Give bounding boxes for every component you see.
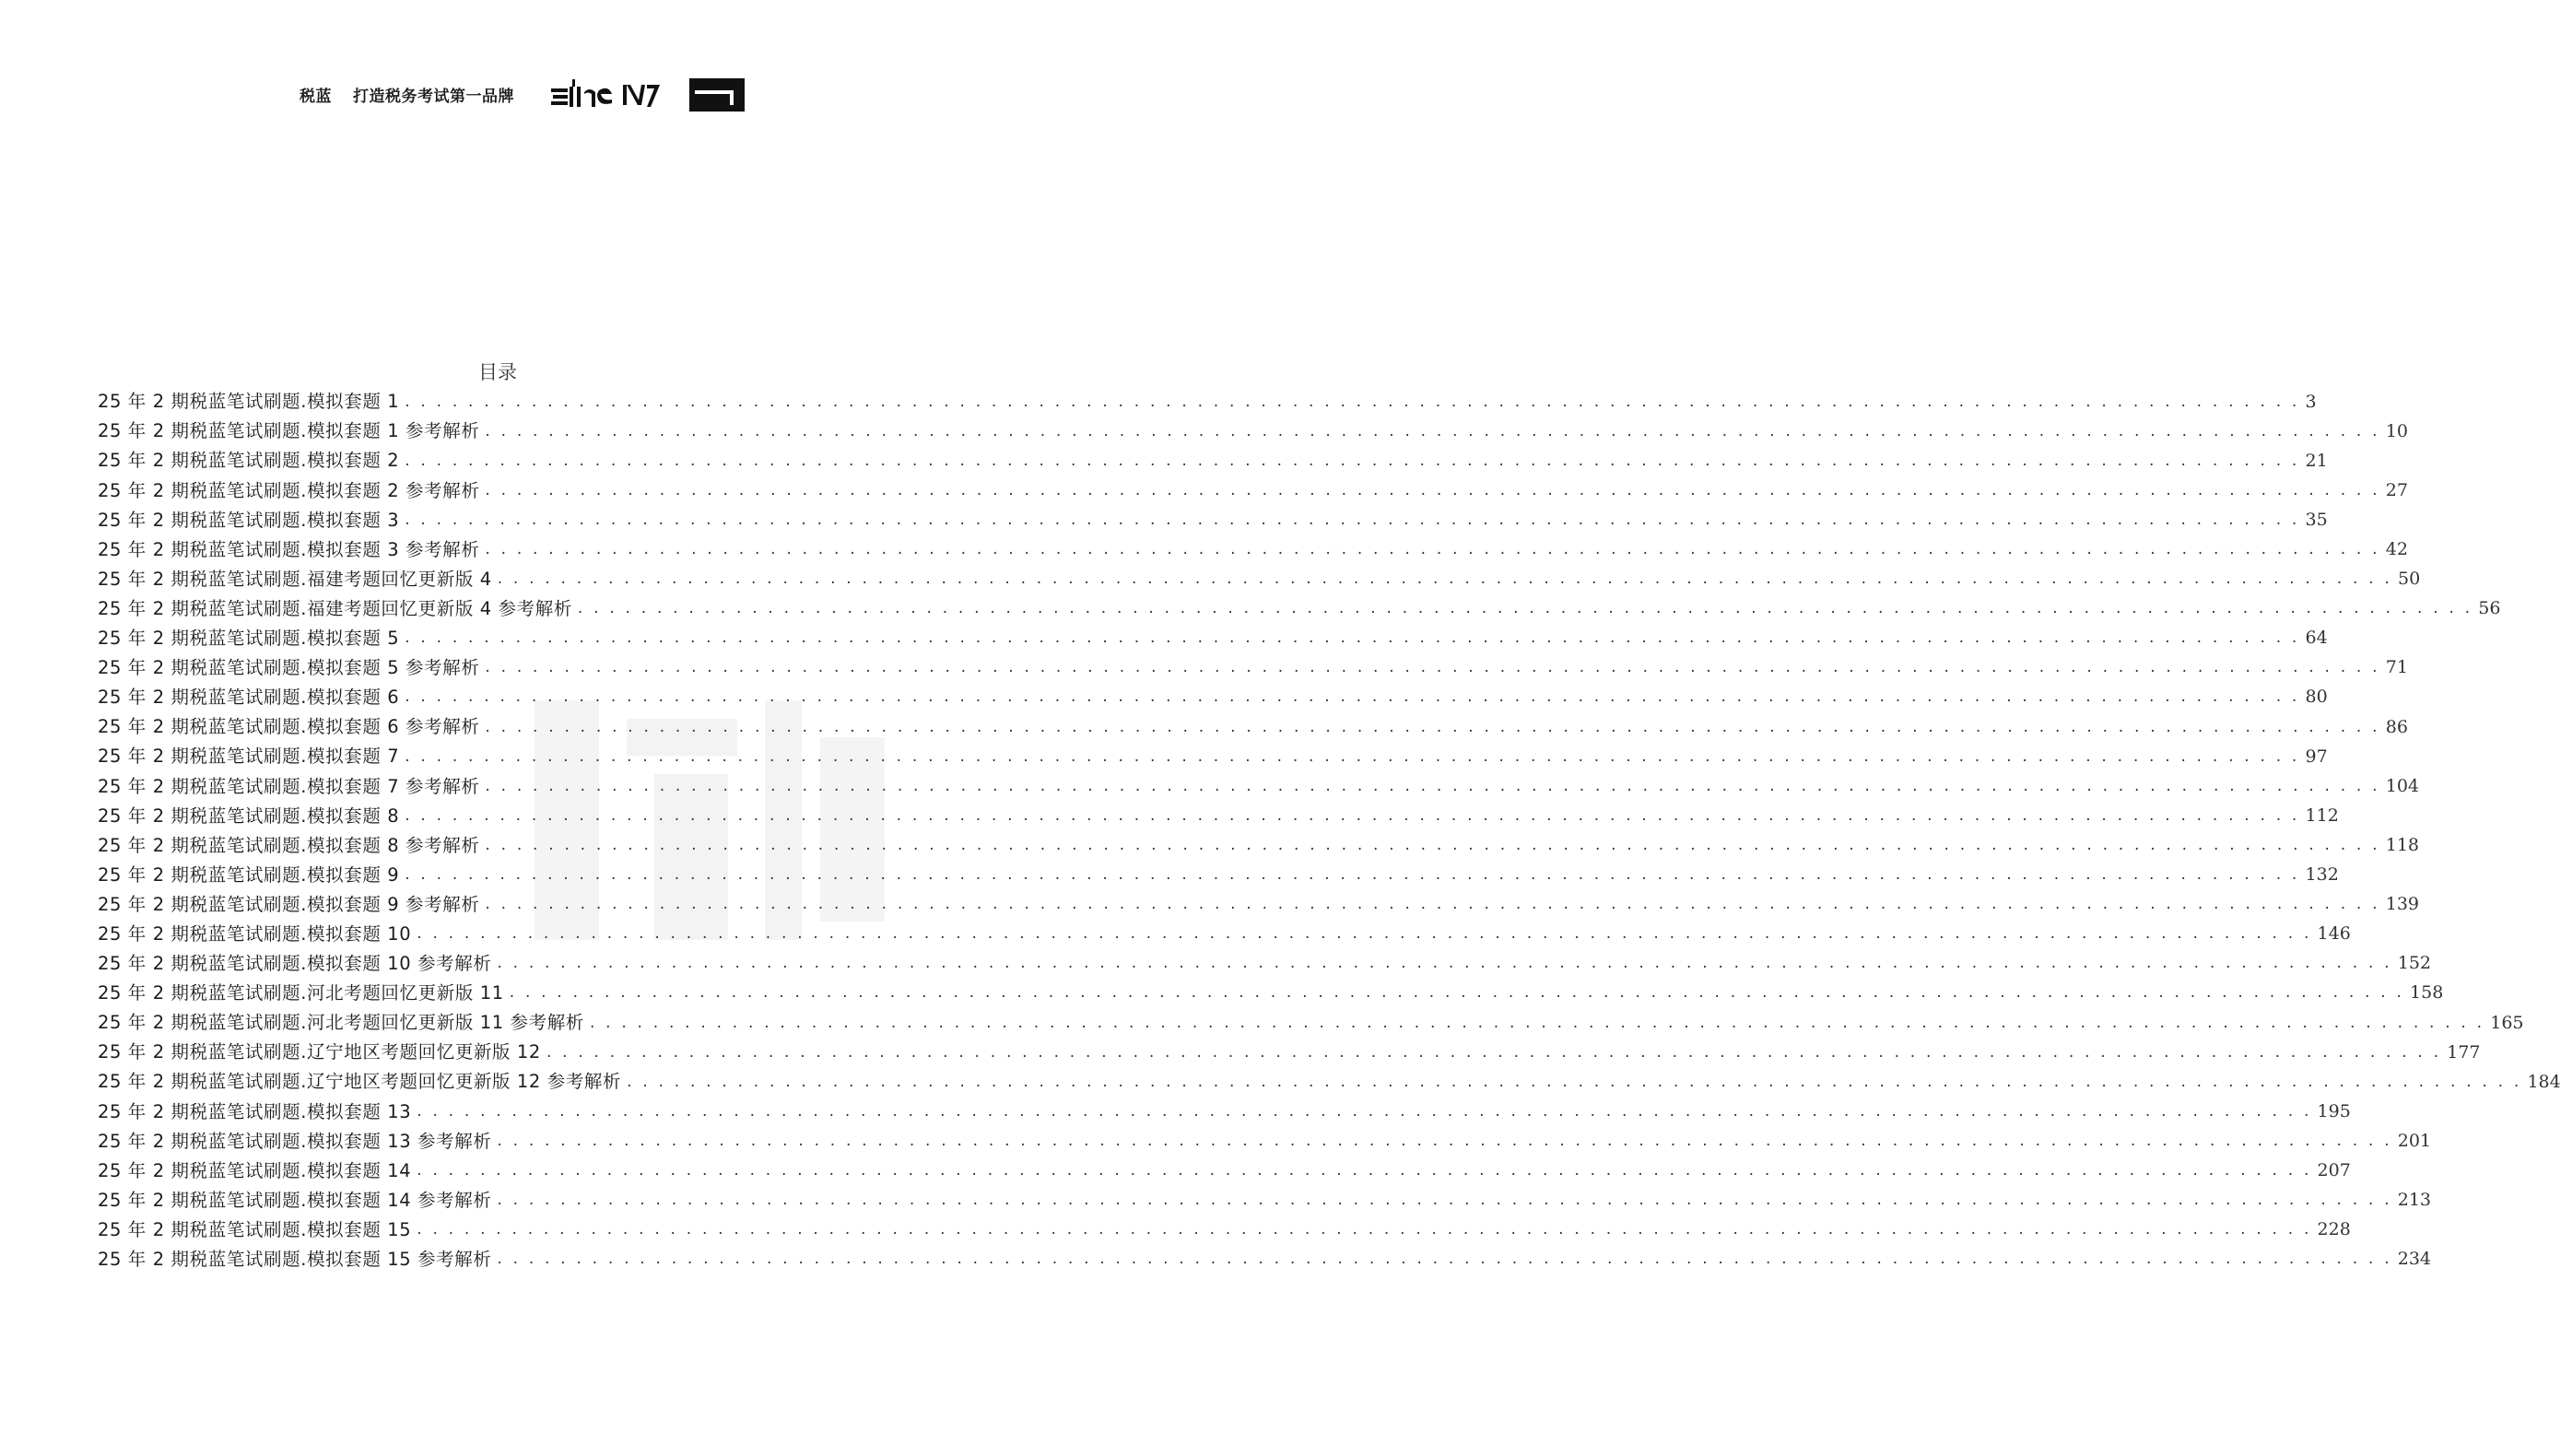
toc-dot-leader: . . . . . . . . . . . . . . . . . . . . . . . . . . . . . . . . . . . . . . . . . . . . . . . . . . . . . . . . . . . . . . . . . . . . . . . . . . . . . . . . . . . . . . . . . . . . . . . . . . . . . . . . . . . . . . . . . . . . . . . .	[485, 776, 2380, 795]
toc-entry[interactable]	[98, 712, 2408, 742]
toc-entry-title: 25 年 2 期税蓝笔试刷题.福建考题回忆更新版 4 参考解析	[98, 597, 572, 619]
toc-dot-leader: . . . . . . . . . . . . . . . . . . . . . . . . . . . . . . . . . . . . . . . . . . . . . . . . . . . . . . . . . . . . . . . . . . . . . . . . . . . . . . . . . . . . . . . . . . . . . . . . . . . . . . . . . . . . . . . . . . . . . . . .	[485, 480, 2380, 499]
toc-entry-title: 25 年 2 期税蓝笔试刷题.河北考题回忆更新版 11 参考解析	[98, 1012, 584, 1034]
toc-dot-leader: . . . . . . . . . . . . . . . . . . . . . . . . . . . . . . . . . . . . . . . . . . . . . . . . . . . . . . . . . . . . . . . . . . . . . . . . . . . . . . . . . . . . . . . . . . . . . . . . . . . . . . . . . . . . . . . . . . . . . . . .	[589, 1013, 2485, 1032]
toc-dot-leader: . . . . . . . . . . . . . . . . . . . . . . . . . . . . . . . . . . . . . . . . . . . . . . . . . . . . . . . . . . . . . . . . . . . . . . . . . . . . . . . . . . . . . . . . . . . . . . . . . . . . . . . . . . . . . . . . . . . . . . . .	[405, 687, 2300, 707]
toc-entry-page: 184	[2527, 1071, 2561, 1092]
toc-entry[interactable]	[98, 534, 2408, 564]
toc-entry-page: 112	[2305, 804, 2339, 826]
toc-entry-title: 25 年 2 期税蓝笔试刷题.模拟套题 3 参考解析	[98, 538, 480, 560]
toc-entry[interactable]	[98, 1245, 2432, 1274]
toc-entry-title: 25 年 2 期税蓝笔试刷题.模拟套题 13	[98, 1100, 412, 1122]
toc-entry[interactable]	[98, 1126, 2432, 1156]
toc-entry[interactable]	[98, 565, 2421, 594]
toc-dot-leader: . . . . . . . . . . . . . . . . . . . . . . . . . . . . . . . . . . . . . . . . . . . . . . . . . . . . . . . . . . . . . . . . . . . . . . . . . . . . . . . . . . . . . . . . . . . . . . . . . . . . . . . . . . . . . . . . . . . . . . . .	[577, 599, 2473, 618]
toc-entry[interactable]	[98, 920, 2351, 949]
toc-entry[interactable]	[98, 505, 2328, 534]
toc-dot-leader: . . . . . . . . . . . . . . . . . . . . . . . . . . . . . . . . . . . . . . . . . . . . . . . . . . . . . . . . . . . . . . . . . . . . . . . . . . . . . . . . . . . . . . . . . . . . . . . . . . . . . . . . . . . . . . . . . . . . . . . .	[417, 1220, 2312, 1239]
toc-entry-title: 25 年 2 期税蓝笔试刷题.模拟套题 1	[98, 391, 400, 413]
toc-dot-leader: . . . . . . . . . . . . . . . . . . . . . . . . . . . . . . . . . . . . . . . . . . . . . . . . . . . . . . . . . . . . . . . . . . . . . . . . . . . . . . . . . . . . . . . . . . . . . . . . . . . . . . . . . . . . . . . . . . . . . . . .	[405, 392, 2300, 411]
toc-dot-leader: . . . . . . . . . . . . . . . . . . . . . . . . . . . . . . . . . . . . . . . . . . . . . . . . . . . . . . . . . . . . . . . . . . . . . . . . . . . . . . . . . . . . . . . . . . . . . . . . . . . . . . . . . . . . . . . . . . . . . . . .	[546, 1042, 2442, 1062]
toc-entry-page: 71	[2385, 657, 2408, 678]
toc-entry-title: 25 年 2 期税蓝笔试刷题.福建考题回忆更新版 4	[98, 568, 492, 590]
toc-dot-leader: . . . . . . . . . . . . . . . . . . . . . . . . . . . . . . . . . . . . . . . . . . . . . . . . . . . . . . . . . . . . . . . . . . . . . . . . . . . . . . . . . . . . . . . . . . . . . . . . . . . . . . . . . . . . . . . . . . . . . . . .	[497, 569, 2393, 589]
toc-entry-title: 25 年 2 期税蓝笔试刷题.模拟套题 14 参考解析	[98, 1189, 492, 1211]
toc-entry-page: 64	[2305, 628, 2328, 649]
toc-entry-page: 86	[2385, 716, 2408, 737]
brand-name: 税蓝	[300, 88, 332, 106]
toc-dot-leader: . . . . . . . . . . . . . . . . . . . . . . . . . . . . . . . . . . . . . . . . . . . . . . . . . . . . . . . . . . . . . . . . . . . . . . . . . . . . . . . . . . . . . . . . . . . . . . . . . . . . . . . . . . . . . . . . . . . . . . . .	[405, 746, 2300, 766]
toc-entry[interactable]	[98, 742, 2328, 771]
toc-entry[interactable]	[98, 1186, 2432, 1215]
toc-dot-leader: . . . . . . . . . . . . . . . . . . . . . . . . . . . . . . . . . . . . . . . . . . . . . . . . . . . . . . . . . . . . . . . . . . . . . . . . . . . . . . . . . . . . . . . . . . . . . . . . . . . . . . . . . . . . . . . . . . . . . . . .	[485, 835, 2380, 854]
toc-entry-page: 139	[2385, 894, 2419, 915]
toc-dot-leader: . . . . . . . . . . . . . . . . . . . . . . . . . . . . . . . . . . . . . . . . . . . . . . . . . . . . . . . . . . . . . . . . . . . . . . . . . . . . . . . . . . . . . . . . . . . . . . . . . . . . . . . . . . . . . . . . . . . . . . . .	[485, 895, 2380, 914]
toc-dot-leader: . . . . . . . . . . . . . . . . . . . . . . . . . . . . . . . . . . . . . . . . . . . . . . . . . . . . . . . . . . . . . . . . . . . . . . . . . . . . . . . . . . . . . . . . . . . . . . . . . . . . . . . . . . . . . . . . . . . . . . . .	[485, 421, 2380, 440]
toc-dot-leader: . . . . . . . . . . . . . . . . . . . . . . . . . . . . . . . . . . . . . . . . . . . . . . . . . . . . . . . . . . . . . . . . . . . . . . . . . . . . . . . . . . . . . . . . . . . . . . . . . . . . . . . . . . . . . . . . . . . . . . . .	[417, 1160, 2312, 1180]
toc-entry-title: 25 年 2 期税蓝笔试刷题.模拟套题 2	[98, 450, 400, 472]
toc-entry-page: 21	[2305, 450, 2328, 471]
toc-dot-leader: . . . . . . . . . . . . . . . . . . . . . . . . . . . . . . . . . . . . . . . . . . . . . . . . . . . . . . . . . . . . . . . . . . . . . . . . . . . . . . . . . . . . . . . . . . . . . . . . . . . . . . . . . . . . . . . . . . . . . . . .	[405, 628, 2300, 648]
toc-dot-leader: . . . . . . . . . . . . . . . . . . . . . . . . . . . . . . . . . . . . . . . . . . . . . . . . . . . . . . . . . . . . . . . . . . . . . . . . . . . . . . . . . . . . . . . . . . . . . . . . . . . . . . . . . . . . . . . . . . . . . . . .	[497, 1131, 2392, 1150]
toc-dot-leader: . . . . . . . . . . . . . . . . . . . . . . . . . . . . . . . . . . . . . . . . . . . . . . . . . . . . . . . . . . . . . . . . . . . . . . . . . . . . . . . . . . . . . . . . . . . . . . . . . . . . . . . . . . . . . . . . . . . . . . . .	[405, 451, 2300, 470]
toc-entry-page: 27	[2385, 479, 2408, 500]
toc-entry-page: 234	[2397, 1249, 2432, 1270]
toc-entry-page: 56	[2478, 598, 2501, 619]
toc-entry-page: 228	[2317, 1219, 2351, 1240]
toc-entry-page: 42	[2385, 539, 2408, 560]
toc-dot-leader: . . . . . . . . . . . . . . . . . . . . . . . . . . . . . . . . . . . . . . . . . . . . . . . . . . . . . . . . . . . . . . . . . . . . . . . . . . . . . . . . . . . . . . . . . . . . . . . . . . . . . . . . . . . . . . . . . . . . . . . .	[417, 1101, 2312, 1121]
toc-entry-page: 132	[2305, 864, 2339, 886]
toc-entry-page: 201	[2397, 1130, 2432, 1151]
toc-dot-leader: . . . . . . . . . . . . . . . . . . . . . . . . . . . . . . . . . . . . . . . . . . . . . . . . . . . . . . . . . . . . . . . . . . . . . . . . . . . . . . . . . . . . . . . . . . . . . . . . . . . . . . . . . . . . . . . . . . . . . . . .	[497, 1191, 2392, 1210]
toc-entry-page: 35	[2305, 509, 2328, 530]
toc-entry-page: 3	[2305, 391, 2317, 412]
toc-dot-leader: . . . . . . . . . . . . . . . . . . . . . . . . . . . . . . . . . . . . . . . . . . . . . . . . . . . . . . . . . . . . . . . . . . . . . . . . . . . . . . . . . . . . . . . . . . . . . . . . . . . . . . . . . . . . . . . . . . . . . . . .	[497, 1250, 2392, 1269]
toc-title: 目录	[478, 361, 517, 383]
toc-entry-page: 152	[2397, 953, 2432, 974]
toc-entry-page: 97	[2305, 746, 2328, 767]
brand-slogan: 打造税务考试第一品牌	[353, 88, 514, 106]
toc-entry[interactable]	[98, 979, 2444, 1008]
toc-dot-leader: . . . . . . . . . . . . . . . . . . . . . . . . . . . . . . . . . . . . . . . . . . . . . . . . . . . . . . . . . . . . . . . . . . . . . . . . . . . . . . . . . . . . . . . . . . . . . . . . . . . . . . . . . . . . . . . . . . . . . . . .	[405, 865, 2300, 885]
toc-entry-page: 146	[2317, 923, 2351, 945]
toc-entry-page: 80	[2305, 687, 2328, 708]
toc-entry-page: 104	[2385, 775, 2419, 796]
toc-entry[interactable]	[98, 476, 2408, 505]
toc-entry[interactable]	[98, 446, 2328, 476]
table-of-contents	[98, 387, 2561, 1274]
toc-entry-title: 25 年 2 期税蓝笔试刷题.模拟套题 5	[98, 628, 400, 650]
toc-entry-title: 25 年 2 期税蓝笔试刷题.模拟套题 15 参考解析	[98, 1249, 492, 1271]
toc-entry[interactable]	[98, 683, 2328, 712]
toc-entry[interactable]	[98, 949, 2432, 979]
toc-entry[interactable]	[98, 1097, 2351, 1126]
toc-entry-page: 118	[2385, 834, 2419, 855]
toc-entry-title: 25 年 2 期税蓝笔试刷题.辽宁地区考题回忆更新版 12 参考解析	[98, 1071, 622, 1093]
toc-entry-title: 25 年 2 期税蓝笔试刷题.模拟套题 9	[98, 863, 400, 886]
toc-entry-page: 158	[2410, 982, 2444, 1004]
brand-logo-graphic	[549, 74, 747, 116]
toc-dot-leader: . . . . . . . . . . . . . . . . . . . . . . . . . . . . . . . . . . . . . . . . . . . . . . . . . . . . . . . . . . . . . . . . . . . . . . . . . . . . . . . . . . . . . . . . . . . . . . . . . . . . . . . . . . . . . . . . . . . . . . . .	[497, 954, 2392, 973]
toc-dot-leader: . . . . . . . . . . . . . . . . . . . . . . . . . . . . . . . . . . . . . . . . . . . . . . . . . . . . . . . . . . . . . . . . . . . . . . . . . . . . . . . . . . . . . . . . . . . . . . . . . . . . . . . . . . . . . . . . . . . . . . . .	[485, 658, 2380, 677]
toc-dot-leader: . . . . . . . . . . . . . . . . . . . . . . . . . . . . . . . . . . . . . . . . . . . . . . . . . . . . . . . . . . . . . . . . . . . . . . . . . . . . . . . . . . . . . . . . . . . . . . . . . . . . . . . . . . . . . . . . . . . . . . . .	[405, 510, 2300, 529]
toc-entry[interactable]	[98, 1156, 2351, 1185]
toc-entry-page: 50	[2398, 569, 2421, 590]
toc-dot-leader: . . . . . . . . . . . . . . . . . . . . . . . . . . . . . . . . . . . . . . . . . . . . . . . . . . . . . . . . . . . . . . . . . . . . . . . . . . . . . . . . . . . . . . . . . . . . . . . . . . . . . . . . . . . . . . . . . . . . . . . .	[405, 805, 2300, 825]
toc-entry-title: 25 年 2 期税蓝笔试刷题.河北考题回忆更新版 11	[98, 982, 504, 1004]
toc-entry-title: 25 年 2 期税蓝笔试刷题.模拟套题 7 参考解析	[98, 775, 480, 797]
toc-entry[interactable]	[98, 1038, 2481, 1067]
toc-entry[interactable]	[98, 861, 2339, 890]
toc-entry-page: 213	[2397, 1190, 2432, 1211]
toc-entry[interactable]	[98, 387, 2317, 417]
toc-entry-title: 25 年 2 期税蓝笔试刷题.模拟套题 1 参考解析	[98, 420, 480, 442]
toc-entry-title: 25 年 2 期税蓝笔试刷题.模拟套题 3	[98, 509, 400, 531]
page-header	[0, 74, 995, 120]
toc-dot-leader: . . . . . . . . . . . . . . . . . . . . . . . . . . . . . . . . . . . . . . . . . . . . . . . . . . . . . . . . . . . . . . . . . . . . . . . . . . . . . . . . . . . . . . . . . . . . . . . . . . . . . . . . . . . . . . . . . . . . . . . .	[627, 1072, 2522, 1091]
toc-entry[interactable]	[98, 1067, 2561, 1097]
toc-dot-leader: . . . . . . . . . . . . . . . . . . . . . . . . . . . . . . . . . . . . . . . . . . . . . . . . . . . . . . . . . . . . . . . . . . . . . . . . . . . . . . . . . . . . . . . . . . . . . . . . . . . . . . . . . . . . . . . . . . . . . . . .	[485, 717, 2380, 736]
toc-entry-title: 25 年 2 期税蓝笔试刷题.模拟套题 2 参考解析	[98, 479, 480, 501]
toc-entry[interactable]	[98, 594, 2501, 624]
toc-entry-title: 25 年 2 期税蓝笔试刷题.模拟套题 8 参考解析	[98, 834, 480, 856]
toc-entry-title: 25 年 2 期税蓝笔试刷题.模拟套题 7	[98, 746, 400, 768]
toc-entry[interactable]	[98, 830, 2419, 860]
toc-entry-page: 195	[2317, 1100, 2351, 1121]
toc-entry-title: 25 年 2 期税蓝笔试刷题.模拟套题 15	[98, 1218, 412, 1240]
toc-entry-title: 25 年 2 期税蓝笔试刷题.模拟套题 10	[98, 922, 412, 945]
toc-dot-leader: . . . . . . . . . . . . . . . . . . . . . . . . . . . . . . . . . . . . . . . . . . . . . . . . . . . . . . . . . . . . . . . . . . . . . . . . . . . . . . . . . . . . . . . . . . . . . . . . . . . . . . . . . . . . . . . . . . . . . . . .	[509, 983, 2405, 1003]
toc-dot-leader: . . . . . . . . . . . . . . . . . . . . . . . . . . . . . . . . . . . . . . . . . . . . . . . . . . . . . . . . . . . . . . . . . . . . . . . . . . . . . . . . . . . . . . . . . . . . . . . . . . . . . . . . . . . . . . . . . . . . . . . .	[417, 924, 2312, 944]
toc-entry-title: 25 年 2 期税蓝笔试刷题.辽宁地区考题回忆更新版 12	[98, 1041, 541, 1063]
toc-entry-title: 25 年 2 期税蓝笔试刷题.模拟套题 6	[98, 687, 400, 709]
toc-entry-page: 165	[2490, 1012, 2524, 1033]
toc-entry-page: 207	[2317, 1159, 2351, 1180]
toc-entry-title: 25 年 2 期税蓝笔试刷题.模拟套题 9 参考解析	[98, 893, 480, 915]
toc-entry[interactable]	[98, 771, 2419, 801]
toc-entry-page: 10	[2385, 420, 2408, 441]
toc-entry[interactable]	[98, 801, 2339, 830]
toc-entry-title: 25 年 2 期税蓝笔试刷题.模拟套题 14	[98, 1159, 412, 1181]
toc-entry-title: 25 年 2 期税蓝笔试刷题.模拟套题 8	[98, 804, 400, 827]
toc-entry[interactable]	[98, 624, 2328, 653]
toc-entry[interactable]	[98, 653, 2408, 683]
toc-entry[interactable]	[98, 1008, 2524, 1038]
toc-entry[interactable]	[98, 1215, 2351, 1245]
toc-entry-title: 25 年 2 期税蓝笔试刷题.模拟套题 10 参考解析	[98, 953, 492, 975]
toc-entry[interactable]	[98, 890, 2419, 920]
toc-entry[interactable]	[98, 417, 2408, 446]
toc-entry-title: 25 年 2 期税蓝笔试刷题.模拟套题 6 参考解析	[98, 716, 480, 738]
toc-entry-title: 25 年 2 期税蓝笔试刷题.模拟套题 5 参考解析	[98, 657, 480, 679]
toc-entry-page: 177	[2447, 1041, 2481, 1063]
toc-dot-leader: . . . . . . . . . . . . . . . . . . . . . . . . . . . . . . . . . . . . . . . . . . . . . . . . . . . . . . . . . . . . . . . . . . . . . . . . . . . . . . . . . . . . . . . . . . . . . . . . . . . . . . . . . . . . . . . . . . . . . . . .	[485, 540, 2380, 559]
toc-entry-title: 25 年 2 期税蓝笔试刷题.模拟套题 13 参考解析	[98, 1130, 492, 1152]
